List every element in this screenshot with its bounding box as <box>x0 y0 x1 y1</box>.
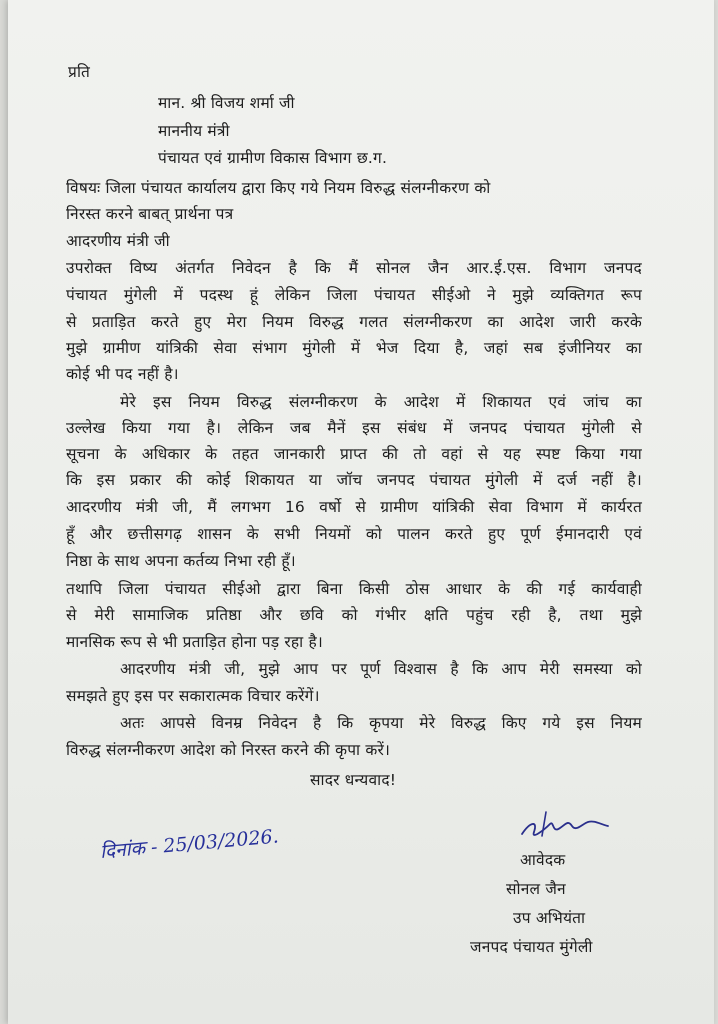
body-line: मुझे ग्रामीण यांत्रिकी सेवा संभाग मुंगेली में भेज दिया है, जहां सब इंजीनियर का <box>66 339 642 357</box>
recipient-department: पंचायत एवं ग्रामीण विकास विभाग छ.ग. <box>158 149 388 167</box>
body-line: मेरे इस नियम विरुद्ध संलग्नीकरण के आदेश में शिकायत एवं जांच का <box>120 393 642 411</box>
closing: सादर धन्यवाद! <box>310 771 397 789</box>
salutation: आदरणीय मंत्री जी <box>66 232 170 250</box>
body-line: उपरोक्त विष्य अंतर्गत निवेदन है कि मैं सोनल जैन आर.ई.एस. विभाग जनपद <box>66 259 642 277</box>
body-line: कि इस प्रकार की कोई शिकायत या जॉच जनपद पंचायत मुंगेली में दर्ज नहीं है। <box>66 471 642 489</box>
body-line: समझते हुए इस पर सकारात्मक विचार करेंगें। <box>66 687 320 705</box>
signature-icon <box>516 806 612 846</box>
body-line: से मेरी सामाजिक प्रतिष्ठा और छवि को गंभीर क्षति पहुंच रही है, तथा मुझे <box>66 606 642 624</box>
body-line: सूचना के अधिकार के तहत जानकारी प्राप्त की तो वहां से यह स्पष्ट किया गया <box>66 445 642 463</box>
recipient-name: मान. श्री विजय शर्मा जी <box>158 94 295 112</box>
sender-label: आवेदक <box>520 851 566 869</box>
subject-line-2: निरस्त करने बाबत् प्रार्थना पत्र <box>66 205 234 223</box>
body-line: निष्ठा के साथ अपना कर्तव्य निभा रही हूँ। <box>66 552 296 570</box>
body-line: विरुद्ध संलग्नीकरण आदेश को निरस्त करने की कृपा करें। <box>66 741 391 759</box>
body-line: कोई भी पद नहीं है। <box>66 365 179 383</box>
body-line: अतः आपसे विनम्र निवेदन है कि कृपया मेरे विरुद्ध किए गये इस नियम <box>120 714 642 732</box>
to-label: प्रति <box>68 63 91 81</box>
recipient-title: माननीय मंत्री <box>158 122 230 140</box>
body-line: मानसिक रूप से भी प्रताड़ित होना पड़ रहा है। <box>66 633 323 651</box>
body-line: आदरणीय मंत्री जी, मुझे आप पर पूर्ण विश्वास है कि आप मेरी समस्या को <box>120 660 642 678</box>
subject-line-1: विषयः जिला पंचायत कार्यालय द्वारा किए गये नियम विरुद्ध संलग्नीकरण को <box>66 179 491 197</box>
sender-designation: उप अभियंता <box>513 909 586 927</box>
sender-name: सोनल जैन <box>506 880 566 898</box>
handwritten-date: दिनांक - 25/03/2026. <box>99 825 280 863</box>
body-line: से प्रताड़ित करते हुए मेरा नियम विरुद्ध गलत संलग्नीकरण का आदेश जारी करके <box>66 313 642 331</box>
body-line: आदरणीय मंत्री जी, मैं लगभग 16 वर्षो से ग्रामीण यांत्रिकी सेवा विभाग में कार्यरत <box>66 498 642 516</box>
body-line: उल्लेख किया गया है। लेकिन जब मैनें इस संबंध में जनपद पंचायत मुंगेली से <box>66 419 642 437</box>
body-line: हूँ और छत्तीसगढ़ शासन के सभी नियमों को पालन करते हुए पूर्ण ईमानदारी एवं <box>66 525 642 543</box>
body-line: पंचायत मुंगेली में पदस्थ हूं लेकिन जिला पंचायत सीईओ ने मुझे व्यक्तिगत रूप <box>66 286 642 304</box>
body-line: तथापि जिला पंचायत सीईओ द्वारा बिना किसी ठोस आधार के की गई कार्यवाही <box>66 580 642 598</box>
sender-office: जनपद पंचायत मुंगेली <box>470 938 593 956</box>
letter-page <box>8 0 714 1024</box>
